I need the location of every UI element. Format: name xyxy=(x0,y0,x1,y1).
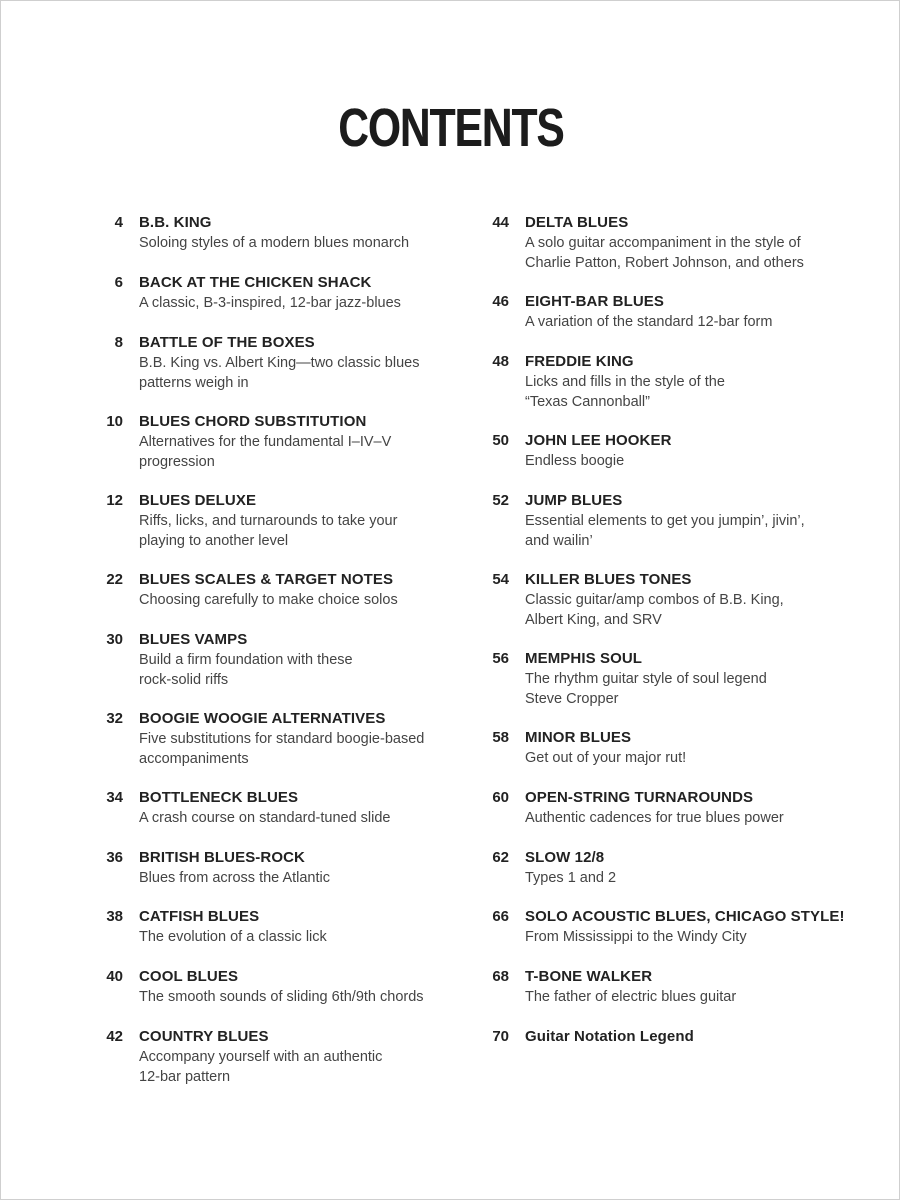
page-number: 38 xyxy=(106,908,123,925)
entry-heading: COOL BLUES xyxy=(139,968,239,985)
entry-description: Choosing carefully to make choice solos xyxy=(139,592,398,608)
page-number: 6 xyxy=(114,274,123,291)
entry-description: Alternatives for the fundamental I–IV–V progression xyxy=(139,434,392,470)
page-number: 4 xyxy=(114,214,123,231)
entry-heading: BLUES CHORD SUBSTITUTION xyxy=(139,413,367,430)
page-number: 58 xyxy=(492,729,509,746)
entry-description: From Mississippi to the Windy City xyxy=(525,929,747,945)
entry-description: A variation of the standard 12-bar form xyxy=(525,314,773,330)
page-number: 66 xyxy=(492,908,509,925)
entry-heading: MINOR BLUES xyxy=(525,729,632,746)
entry-description: Classic guitar/amp combos of B.B. King, Albert King, and SRV xyxy=(525,592,784,628)
entry-description: The rhythm guitar style of soul legend Steve Cropper xyxy=(525,671,767,707)
entry-description: Five substitutions for standard boogie-based accompaniments xyxy=(139,731,425,767)
entry-description: Accompany yourself with an authentic 12-bar pattern xyxy=(139,1049,383,1085)
entry-heading: SLOW 12/8 xyxy=(525,849,605,866)
entry-heading: T-BONE WALKER xyxy=(525,968,653,985)
entry-heading: B.B. KING xyxy=(139,214,212,231)
page-number: 54 xyxy=(492,571,509,588)
entry-heading: BRITISH BLUES-ROCK xyxy=(139,849,305,866)
entry-heading: COUNTRY BLUES xyxy=(139,1028,269,1045)
entry-heading: JUMP BLUES xyxy=(525,492,623,509)
entry-heading: BLUES DELUXE xyxy=(139,492,257,509)
entry-description: Types 1 and 2 xyxy=(525,870,617,886)
entry-description: B.B. King vs. Albert King—two classic blues patterns weigh in xyxy=(139,355,420,391)
page-number: 68 xyxy=(492,968,509,985)
page-number: 8 xyxy=(114,334,123,351)
entry-description: The father of electric blues guitar xyxy=(525,989,737,1005)
page-number: 56 xyxy=(492,650,509,667)
page-number: 48 xyxy=(492,353,509,370)
page-number: 50 xyxy=(492,432,509,449)
entry-description: A classic, B-3-inspired, 12-bar jazz-blues xyxy=(139,295,401,311)
page-number: 60 xyxy=(492,789,509,806)
entry-heading: FREDDIE KING xyxy=(525,353,634,370)
entry-description: A solo guitar accompaniment in the style of Charlie Patton, Robert Johnson, and others xyxy=(525,235,804,271)
entry-description: Soloing styles of a modern blues monarch xyxy=(139,235,410,251)
entry-heading: KILLER BLUES TONES xyxy=(525,571,692,588)
page-title: CONTENTS xyxy=(338,98,564,158)
entry-heading: SOLO ACOUSTIC BLUES, CHICAGO STYLE! xyxy=(525,908,845,925)
entry-heading: BOTTLENECK BLUES xyxy=(139,789,299,806)
entry-heading: BACK AT THE CHICKEN SHACK xyxy=(139,274,372,291)
entry-description: Blues from across the Atlantic xyxy=(139,870,330,886)
page-number: 32 xyxy=(106,710,123,727)
entry-description: Essential elements to get you jumpin’, jivin’, and wailin’ xyxy=(525,513,805,549)
page-number: 70 xyxy=(492,1028,509,1045)
entry-heading: EIGHT-BAR BLUES xyxy=(525,293,665,310)
page-number: 30 xyxy=(106,631,123,648)
page-number: 44 xyxy=(492,214,509,231)
entry-description: Build a firm foundation with these rock-solid riffs xyxy=(139,652,353,688)
entry-description: The evolution of a classic lick xyxy=(139,929,327,945)
page-number: 10 xyxy=(106,413,123,430)
entry-heading: MEMPHIS SOUL xyxy=(525,650,643,667)
page-number: 62 xyxy=(492,849,509,866)
entry-heading: JOHN LEE HOOKER xyxy=(525,432,672,449)
entry-description: Riffs, licks, and turnarounds to take your playing to another level xyxy=(139,513,398,549)
entry-description: A crash course on standard-tuned slide xyxy=(139,810,391,826)
page-number: 40 xyxy=(106,968,123,985)
entry-heading: CATFISH BLUES xyxy=(139,908,260,925)
entry-heading: BLUES VAMPS xyxy=(139,631,248,648)
entry-heading: BLUES SCALES & TARGET NOTES xyxy=(139,571,394,588)
page-number: 52 xyxy=(492,492,509,509)
page-number: 12 xyxy=(106,492,123,509)
entry-heading: DELTA BLUES xyxy=(525,214,629,231)
entry-description: Get out of your major rut! xyxy=(525,750,687,766)
entry-description: Endless boogie xyxy=(525,453,625,469)
page-number: 42 xyxy=(106,1028,123,1045)
page-number: 36 xyxy=(106,849,123,866)
entry-heading: BATTLE OF THE BOXES xyxy=(139,334,315,351)
entry-description: Licks and fills in the style of the “Texas Cannonball” xyxy=(525,374,725,410)
entry-description: Authentic cadences for true blues power xyxy=(525,810,784,826)
page-number: 22 xyxy=(106,571,123,588)
entry-heading: Guitar Notation Legend xyxy=(525,1028,694,1045)
entry-heading: BOOGIE WOOGIE ALTERNATIVES xyxy=(139,710,386,727)
page-number: 34 xyxy=(106,789,123,806)
entry-heading: OPEN-STRING TURNAROUNDS xyxy=(525,789,754,806)
page-number: 46 xyxy=(492,293,509,310)
entry-description: The smooth sounds of sliding 6th/9th chords xyxy=(139,989,424,1005)
